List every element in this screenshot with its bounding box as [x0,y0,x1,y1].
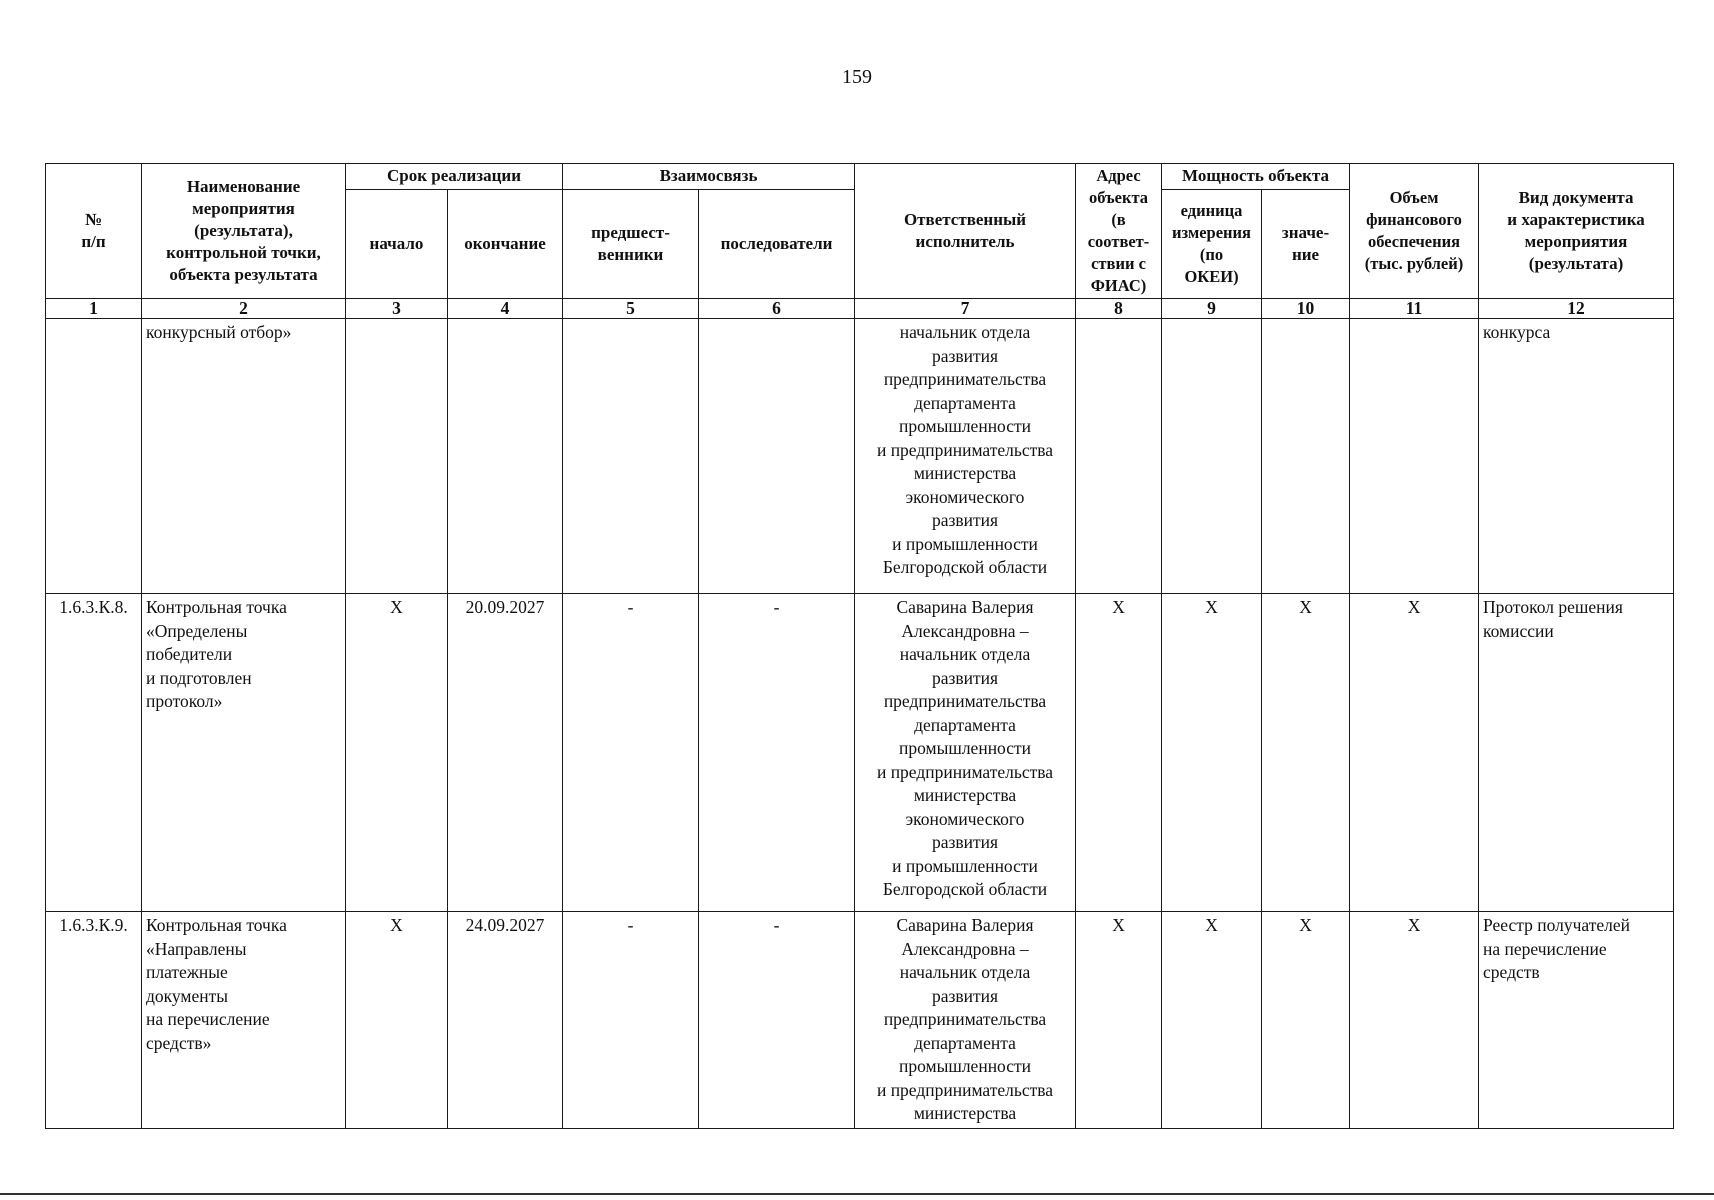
col-num-9: 9 [1162,299,1262,319]
row-predecessors: - [563,594,699,912]
row-finance [1350,319,1479,594]
row-doc-type: Реестр получателей на перечисление средств [1479,912,1674,1129]
col-num-6: 6 [699,299,855,319]
row-name: Контрольная точка «Определены победители и подготовлен протокол» [142,594,346,912]
header-row-1 [46,164,1674,190]
table-row [46,319,1674,594]
row-number: 1.6.3.К.9. [46,912,142,1129]
header-term: Срок реализации [346,164,563,190]
page-number: 159 [842,66,872,88]
header-finance: Объем финансового обеспечения (тыс. рублей) [1350,164,1479,299]
row-responsible: начальник отдела развития предпринимательства департамента промышленности и предпринимательства министерства экономического развития и промышленности Белгородской области [855,319,1076,594]
row-number: 1.6.3.К.8. [46,594,142,912]
row-successors: - [699,594,855,912]
row-name: Контрольная точка «Направлены платежные документы на перечисление средств» [142,912,346,1129]
header-address: Адрес объекта (в соответ- ствии с ФИАС) [1076,164,1162,299]
scan-edge-line [0,1193,1714,1195]
col-num-1: 1 [46,299,142,319]
row-address: Х [1076,912,1162,1129]
header-doc-type: Вид документа и характеристика мероприятия (результата) [1479,164,1674,299]
row-responsible: Саварина Валерия Александровна – начальник отдела развития предпринимательства департамента промышленности и предпринимательства министерства [855,912,1076,1129]
header-unit: единица измерения (по ОКЕИ) [1162,189,1262,298]
row-finance: Х [1350,912,1479,1129]
header-name: Наименование мероприятия (результата), контрольной точки, объекта результата [142,164,346,299]
col-num-4: 4 [448,299,563,319]
row-address [1076,319,1162,594]
col-num-7: 7 [855,299,1076,319]
row-number [46,319,142,594]
row-unit [1162,319,1262,594]
col-num-12: 12 [1479,299,1674,319]
col-num-10: 10 [1262,299,1350,319]
header-relation: Взаимосвязь [563,164,855,190]
header-responsible: Ответственный исполнитель [855,164,1076,299]
row-value: Х [1262,912,1350,1129]
col-num-8: 8 [1076,299,1162,319]
row-name: конкурсный отбор» [142,319,346,594]
table-row [46,912,1674,1129]
row-address: Х [1076,594,1162,912]
header-start: начало [346,189,448,298]
table-row [46,594,1674,912]
row-doc-type: Протокол решения комиссии [1479,594,1674,912]
row-value: Х [1262,594,1350,912]
column-numbers-row [46,299,1674,319]
row-finance: Х [1350,594,1479,912]
row-successors: - [699,912,855,1129]
col-num-5: 5 [563,299,699,319]
header-capacity: Мощность объекта [1162,164,1350,190]
col-num-3: 3 [346,299,448,319]
header-value: значе- ние [1262,189,1350,298]
row-end [448,319,563,594]
row-predecessors [563,319,699,594]
row-predecessors: - [563,912,699,1129]
header-end: окончание [448,189,563,298]
row-end: 20.09.2027 [448,594,563,912]
col-num-11: 11 [1350,299,1479,319]
row-start: Х [346,594,448,912]
schedule-table [45,163,1674,1129]
row-successors [699,319,855,594]
row-start: Х [346,912,448,1129]
col-num-2: 2 [142,299,346,319]
header-successors: последователи [699,189,855,298]
row-doc-type: конкурса [1479,319,1674,594]
header-predecessors: предшест- венники [563,189,699,298]
row-value [1262,319,1350,594]
row-end: 24.09.2027 [448,912,563,1129]
row-unit: Х [1162,912,1262,1129]
row-start [346,319,448,594]
row-unit: Х [1162,594,1262,912]
header-num: № п/п [46,164,142,299]
row-responsible: Саварина Валерия Александровна – начальник отдела развития предпринимательства департамента промышленности и предпринимательства министерства экономического развития и промышленности Белгородской области [855,594,1076,912]
